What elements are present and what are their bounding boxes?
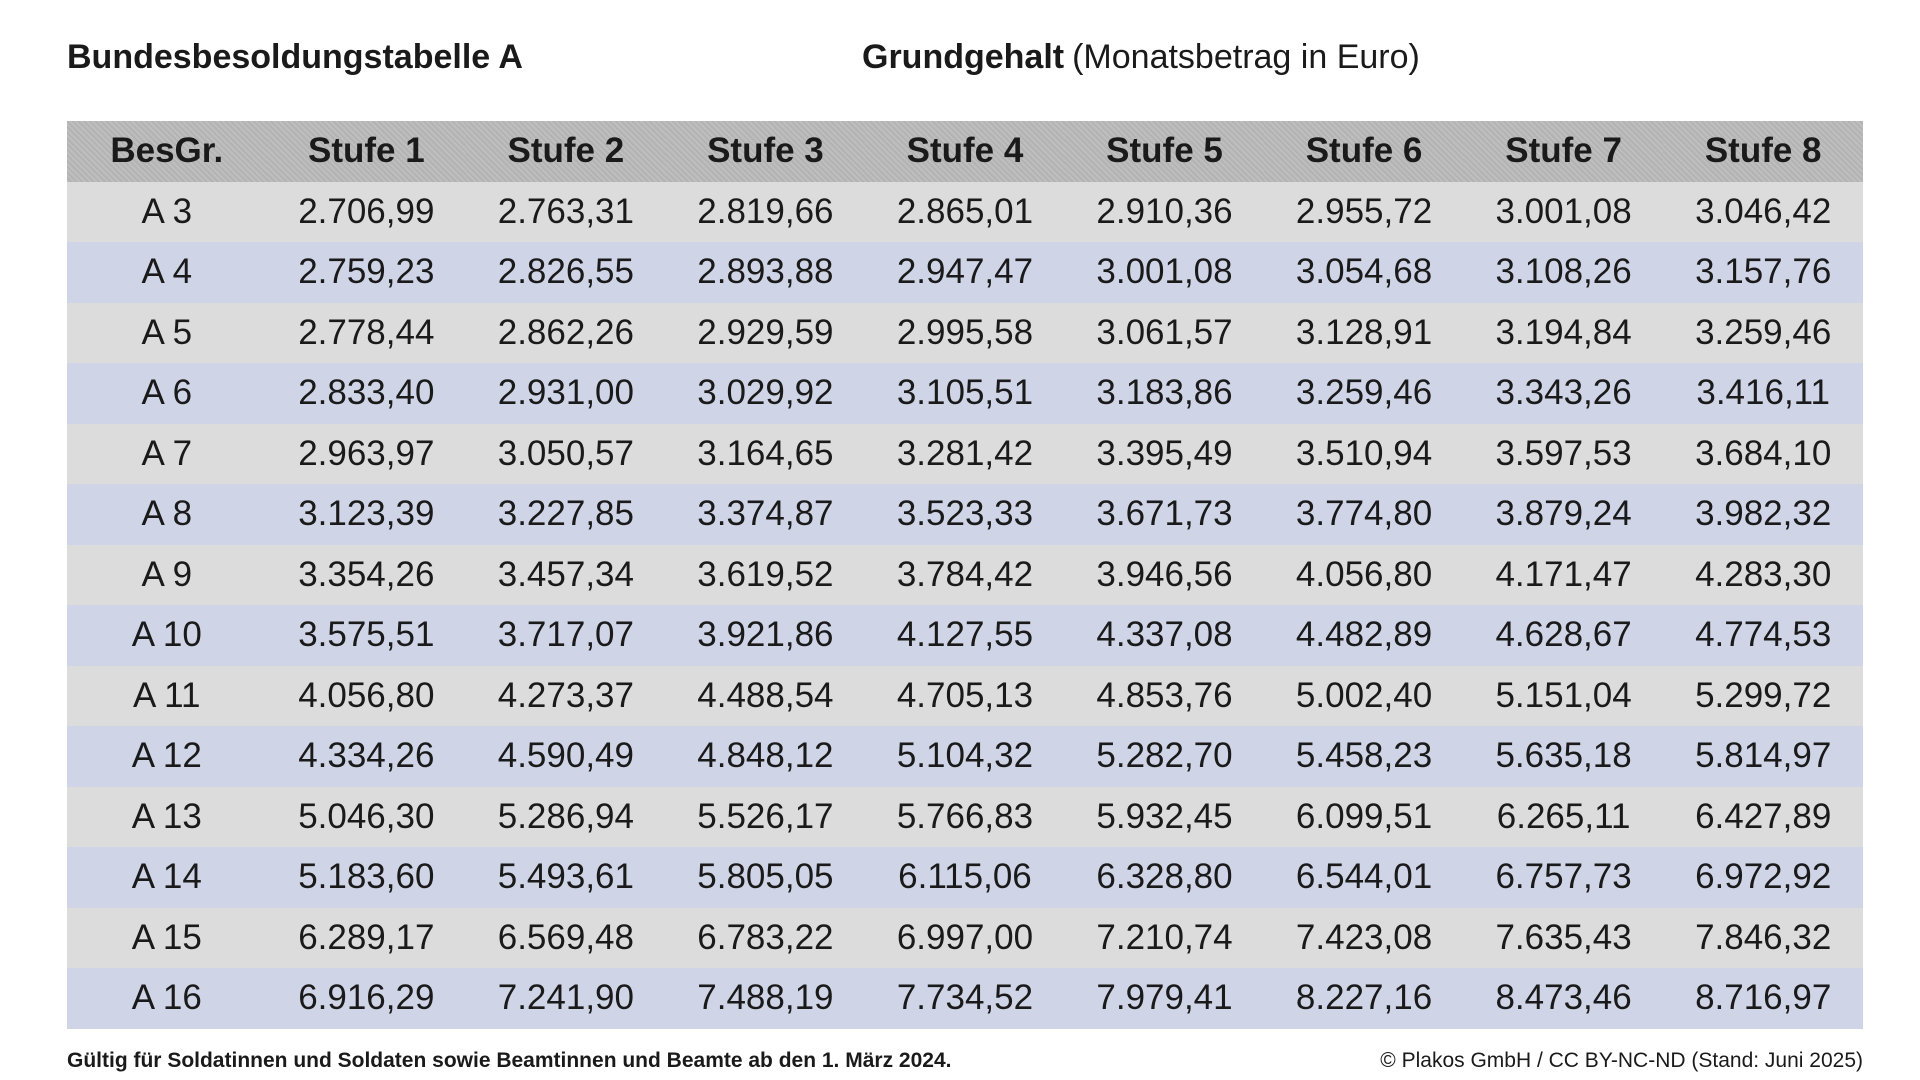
column-header-stufe-2: Stufe 2: [507, 131, 625, 171]
salary-cell: 3.105,51: [896, 373, 1034, 413]
salary-cell: 6.099,51: [1295, 796, 1433, 836]
row-label-cell: A 4: [141, 252, 193, 292]
table-subtitle: [862, 38, 1420, 77]
table-row: [67, 908, 1863, 969]
salary-cell: 3.619,52: [697, 554, 834, 594]
salary-cell: 2.929,59: [697, 312, 834, 352]
salary-cell: 7.210,74: [1096, 917, 1233, 957]
salary-cell: 5.286,94: [497, 796, 634, 836]
salary-cell: 2.819,66: [697, 191, 834, 231]
salary-cell: 3.717,07: [497, 615, 634, 655]
salary-cell: 3.523,33: [896, 494, 1034, 534]
salary-cell: 3.416,11: [1696, 373, 1831, 413]
column-header-stufe-6: Stufe 6: [1305, 131, 1423, 171]
column-header-stufe-7: Stufe 7: [1505, 131, 1622, 171]
salary-cell: 5.002,40: [1295, 675, 1433, 715]
salary-cell: 3.046,42: [1695, 191, 1832, 231]
salary-cell: 3.227,85: [497, 494, 634, 534]
salary-cell: 2.778,44: [298, 312, 435, 352]
table-row: [67, 968, 1863, 1029]
table-row: [67, 242, 1863, 303]
column-header-besgr: BesGr.: [110, 131, 224, 171]
salary-cell: 6.289,17: [298, 917, 435, 957]
salary-cell: 3.671,73: [1096, 494, 1233, 534]
salary-cell: 8.473,46: [1495, 978, 1632, 1018]
salary-cell: 7.635,43: [1495, 917, 1632, 957]
salary-cell: 7.846,32: [1695, 917, 1832, 957]
row-label-cell: A 11: [133, 675, 201, 715]
salary-cell: 4.774,53: [1695, 615, 1832, 655]
salary-cell: 3.395,49: [1096, 433, 1233, 473]
row-label-cell: A 7: [141, 433, 193, 473]
salary-cell: 4.056,80: [1295, 554, 1433, 594]
column-header-stufe-8: Stufe 8: [1704, 131, 1822, 171]
salary-cell: 4.334,26: [298, 736, 435, 776]
salary-cell: 3.343,26: [1495, 373, 1632, 413]
salary-cell: 6.997,00: [896, 917, 1034, 957]
salary-cell: 3.050,57: [497, 433, 634, 473]
salary-cell: 3.354,26: [298, 554, 435, 594]
salary-cell: 6.115,06: [898, 857, 1032, 897]
salary-cell: 2.955,72: [1295, 191, 1433, 231]
table-row: [67, 363, 1863, 424]
table-row: [67, 484, 1863, 545]
copyright-note: © Plakos GmbH / CC BY-NC-ND (Stand: Juni 2025): [1380, 1049, 1863, 1072]
table-row: [67, 726, 1863, 787]
salary-cell: 5.932,45: [1096, 796, 1233, 836]
salary-cell: 4.482,89: [1295, 615, 1433, 655]
table-body: [67, 182, 1863, 1029]
salary-cell: 6.427,89: [1695, 796, 1832, 836]
table-row: [67, 787, 1863, 848]
salary-cell: 2.963,97: [298, 433, 435, 473]
salary-cell: 4.853,76: [1096, 675, 1233, 715]
salary-cell: 4.056,80: [298, 675, 435, 715]
salary-cell: 4.488,54: [697, 675, 834, 715]
subtitle-normal: (Monatsbetrag in Euro): [1072, 38, 1420, 76]
table-row: [67, 605, 1863, 666]
salary-cell: 3.259,46: [1295, 373, 1433, 413]
salary-cell: 4.848,12: [697, 736, 834, 776]
salary-cell: 3.164,65: [697, 433, 834, 473]
salary-cell: 3.982,32: [1695, 494, 1832, 534]
salary-cell: 6.569,48: [497, 917, 634, 957]
table-row: [67, 847, 1863, 908]
validity-note: Gültig für Soldatinnen und Soldaten sowie Beamtinnen und Beamte ab den 1. März 2024.: [67, 1049, 952, 1072]
salary-cell: 2.947,47: [896, 252, 1034, 292]
salary-cell: 2.893,88: [697, 252, 834, 292]
table-header-row: [67, 121, 1863, 182]
row-label-cell: A 3: [141, 191, 193, 231]
salary-cell: 3.879,24: [1495, 494, 1632, 534]
table-row: [67, 666, 1863, 727]
salary-cell: 5.493,61: [497, 857, 634, 897]
salary-cell: 5.805,05: [697, 857, 834, 897]
salary-cell: 3.259,46: [1695, 312, 1832, 352]
salary-cell: 4.628,67: [1495, 615, 1632, 655]
row-label-cell: A 8: [141, 494, 193, 534]
salary-cell: 2.865,01: [896, 191, 1034, 231]
salary-cell: 3.457,34: [497, 554, 634, 594]
salary-cell: 6.972,92: [1695, 857, 1832, 897]
salary-cell: 2.763,31: [497, 191, 634, 231]
salary-cell: 3.183,86: [1096, 373, 1233, 413]
salary-cell: 7.241,90: [497, 978, 634, 1018]
salary-cell: 3.510,94: [1295, 433, 1433, 473]
salary-cell: 5.458,23: [1295, 736, 1433, 776]
salary-cell: 5.046,30: [298, 796, 435, 836]
salary-cell: 3.194,84: [1495, 312, 1632, 352]
salary-cell: 2.995,58: [896, 312, 1034, 352]
salary-cell: 4.283,30: [1695, 554, 1832, 594]
salary-cell: 4.127,55: [896, 615, 1034, 655]
table-row: [67, 182, 1863, 243]
salary-cell: 2.706,99: [298, 191, 435, 231]
salary-cell: 6.783,22: [697, 917, 834, 957]
salary-cell: 5.814,97: [1695, 736, 1832, 776]
salary-cell: 3.001,08: [1096, 252, 1233, 292]
salary-cell: 4.171,47: [1495, 554, 1632, 594]
salary-cell: 3.575,51: [298, 615, 435, 655]
column-header-stufe-1: Stufe 1: [307, 131, 425, 171]
salary-cell: 3.597,53: [1495, 433, 1632, 473]
salary-cell: 7.734,52: [896, 978, 1034, 1018]
salary-cell: 2.931,00: [497, 373, 634, 413]
row-label-cell: A 15: [131, 917, 202, 957]
salary-cell: 5.183,60: [298, 857, 435, 897]
row-label-cell: A 13: [131, 796, 202, 836]
salary-cell: 4.337,08: [1096, 615, 1233, 655]
row-label-cell: A 9: [141, 554, 193, 594]
column-header-stufe-5: Stufe 5: [1106, 131, 1223, 171]
row-label-cell: A 14: [131, 857, 202, 897]
salary-cell: 2.759,23: [298, 252, 435, 292]
salary-cell: 6.916,29: [298, 978, 435, 1018]
salary-cell: 3.128,91: [1295, 312, 1433, 352]
salary-cell: 5.151,04: [1495, 675, 1632, 715]
salary-cell: 7.979,41: [1096, 978, 1233, 1018]
salary-cell: 3.054,68: [1295, 252, 1433, 292]
table-row: [67, 545, 1863, 606]
salary-cell: 3.029,92: [697, 373, 834, 413]
salary-cell: 6.757,73: [1495, 857, 1632, 897]
salary-cell: 3.921,86: [697, 615, 834, 655]
salary-cell: 3.001,08: [1495, 191, 1632, 231]
salary-cell: 7.488,19: [697, 978, 834, 1018]
salary-cell: 6.328,80: [1096, 857, 1233, 897]
salary-cell: 8.716,97: [1695, 978, 1832, 1018]
salary-cell: 3.123,39: [298, 494, 435, 534]
row-label-cell: A 12: [131, 736, 202, 776]
row-label-cell: A 10: [131, 615, 202, 655]
salary-cell: 6.544,01: [1295, 857, 1433, 897]
salary-cell: 3.157,76: [1695, 252, 1832, 292]
salary-cell: 6.265,11: [1496, 796, 1631, 836]
salary-cell: 5.635,18: [1495, 736, 1632, 776]
salary-cell: 5.526,17: [697, 796, 834, 836]
salary-cell: 5.766,83: [896, 796, 1034, 836]
salary-cell: 4.705,13: [896, 675, 1034, 715]
table-row: [67, 424, 1863, 485]
salary-cell: 5.299,72: [1695, 675, 1832, 715]
row-label-cell: A 5: [141, 312, 193, 352]
salary-cell: 3.281,42: [896, 433, 1034, 473]
salary-cell: 2.862,26: [497, 312, 634, 352]
column-header-stufe-3: Stufe 3: [707, 131, 824, 171]
row-label-cell: A 6: [141, 373, 193, 413]
salary-cell: 3.374,87: [697, 494, 834, 534]
salary-cell: 2.910,36: [1096, 191, 1233, 231]
salary-cell: 2.833,40: [298, 373, 435, 413]
row-label-cell: A 16: [131, 978, 202, 1018]
salary-cell: 5.104,32: [896, 736, 1034, 776]
salary-cell: 2.826,55: [497, 252, 634, 292]
salary-cell: 7.423,08: [1295, 917, 1433, 957]
subtitle-bold: Grundgehalt: [862, 38, 1065, 76]
salary-cell: 4.273,37: [497, 675, 634, 715]
salary-cell: 8.227,16: [1295, 978, 1433, 1018]
salary-cell: 3.784,42: [896, 554, 1034, 594]
table-row: [67, 303, 1863, 364]
salary-cell: 4.590,49: [497, 736, 634, 776]
salary-cell: 5.282,70: [1096, 736, 1233, 776]
page-title: Bundesbesoldungstabelle A: [67, 38, 523, 76]
salary-cell: 3.684,10: [1695, 433, 1832, 473]
salary-table: [67, 121, 1863, 1029]
salary-cell: 3.108,26: [1495, 252, 1632, 292]
salary-cell: 3.946,56: [1096, 554, 1233, 594]
salary-cell: 3.774,80: [1295, 494, 1433, 534]
salary-cell: 3.061,57: [1096, 312, 1233, 352]
column-header-stufe-4: Stufe 4: [906, 131, 1024, 171]
